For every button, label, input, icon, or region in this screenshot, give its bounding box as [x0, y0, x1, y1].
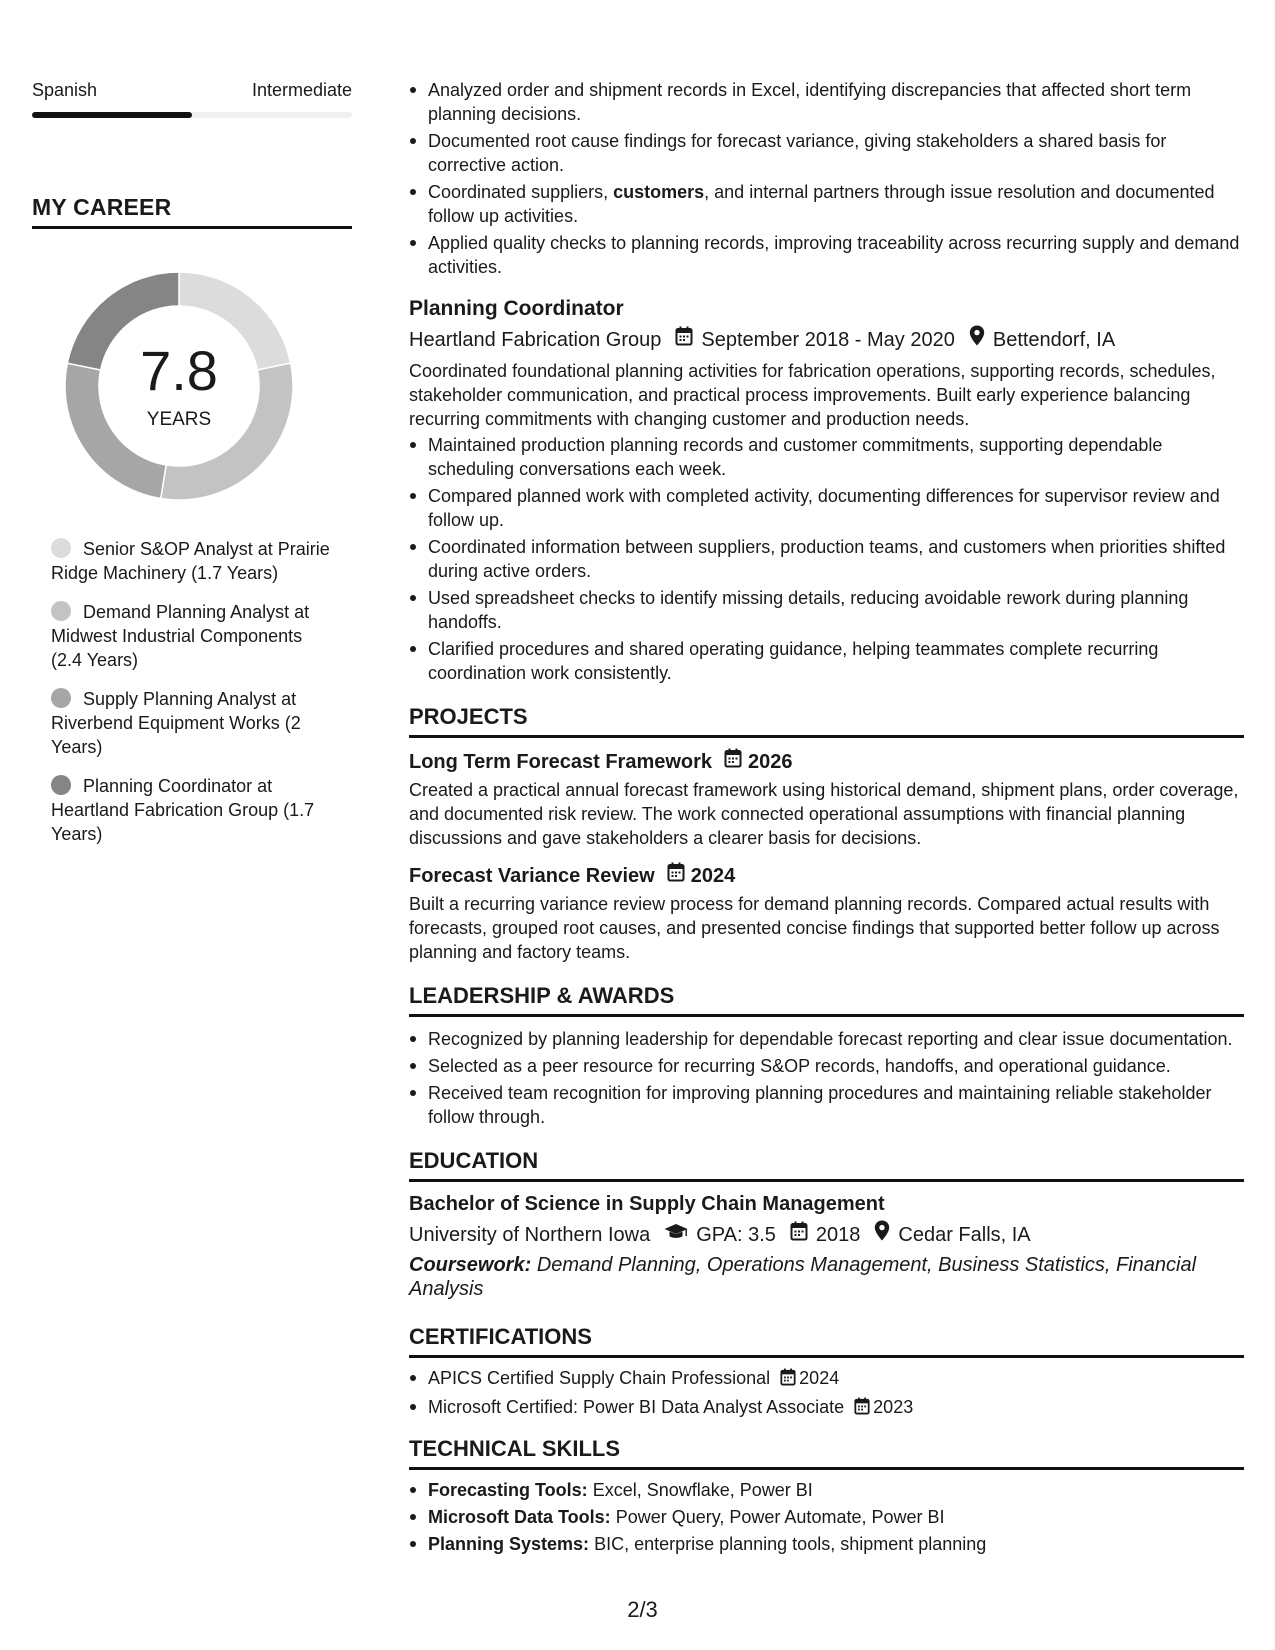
career-donut-chart — [64, 271, 294, 501]
job-title: Planning Coordinator — [409, 297, 624, 320]
bullet-text: Analyzed order and shipment records in Excel, identifying discrepancies that affected short term planning decisions. — [428, 80, 1192, 124]
certifications-heading: CERTIFICATIONS — [409, 1323, 1244, 1358]
job-bullets — [409, 433, 1244, 685]
list-item — [409, 1505, 1244, 1529]
career-heading: MY CAREER — [32, 194, 352, 229]
job-meta — [409, 325, 1244, 354]
list-item: Maintained production planning records and customer commitments, supporting dependable scheduling conversations each week. — [409, 433, 1244, 481]
legend-label: Demand Planning Analyst at Midwest Industrial Components (2.4 Years) — [51, 602, 310, 670]
skill-label: Planning Systems: — [428, 1534, 590, 1554]
legend-item — [51, 600, 336, 672]
education-meta — [409, 1220, 1244, 1249]
job-location: Bettendorf, IA — [992, 328, 1116, 351]
school-location: Cedar Falls, IA — [898, 1223, 1031, 1246]
calendar-icon — [724, 748, 742, 776]
language-proficiency-fill — [32, 112, 192, 118]
list-item — [409, 129, 1244, 177]
page-number: 2/3 — [627, 1597, 658, 1622]
legend-item — [51, 687, 336, 759]
project-title-row — [409, 862, 1244, 890]
certification-year: 2023 — [873, 1397, 914, 1417]
coursework — [409, 1253, 1244, 1301]
project-year: 2026 — [748, 751, 793, 773]
job-summary: Coordinated foundational planning activities for fabrication operations, supporting records, schedules, stakeholder communication, and practical process improvements. Built early experience balancing recurring commitments with changing customer and production needs. — [409, 361, 1216, 429]
list-item — [409, 1478, 1244, 1502]
legend-item — [51, 537, 336, 585]
legend-label: Supply Planning Analyst at Riverbend Equipment Works (2 Years) — [51, 689, 301, 757]
project-description: Created a practical annual forecast framework using historical demand, shipment plans, order coverage, and documented risk review. The work connected operational assumptions with financial planning discussions and gave stakeholders a clearer basis for decisions. — [409, 780, 1239, 848]
leadership-heading: LEADERSHIP & AWARDS — [409, 982, 1244, 1017]
legend-label: Planning Coordinator at Heartland Fabrication Group (1.7 Years) — [51, 776, 315, 844]
bullet-text: , and internal partners through issue resolution and documented follow up activities. — [428, 182, 1215, 226]
list-item: Coordinated information between suppliers, production teams, and customers when priorities shifted during active orders. — [409, 535, 1244, 583]
list-item — [409, 1395, 1244, 1421]
certifications-list — [409, 1366, 1244, 1421]
gpa: GPA: 3.5 — [696, 1223, 776, 1246]
project-title: Long Term Forecast Framework — [409, 751, 713, 773]
coursework-label: Coursework: — [409, 1254, 532, 1276]
skills-heading: TECHNICAL SKILLS — [409, 1435, 1244, 1470]
previous-job-bullets — [409, 78, 1244, 279]
school-name: University of Northern Iowa — [409, 1223, 651, 1246]
list-item — [409, 180, 1244, 228]
degree-title: Bachelor of Science in Supply Chain Management — [409, 1193, 885, 1215]
list-item: Received team recognition for improving planning procedures and maintaining reliable stakeholder follow through. — [409, 1081, 1244, 1129]
list-item: Selected as a peer resource for recurring S&OP records, handoffs, and operational guidance. — [409, 1054, 1244, 1078]
map-pin-icon — [874, 1220, 890, 1249]
legend-item — [51, 774, 336, 846]
skill-value: Power Query, Power Automate, Power BI — [615, 1507, 945, 1527]
legend-dot — [51, 601, 71, 621]
language-row — [32, 78, 352, 102]
calendar-icon — [854, 1397, 870, 1421]
job-dates: September 2018 - May 2020 — [701, 328, 955, 351]
list-item — [409, 231, 1244, 279]
bullet-text: Documented root cause findings for forecast variance, giving stakeholders a shared basis for corrective action. — [428, 131, 1167, 175]
calendar-icon — [790, 1221, 808, 1249]
language-proficiency-bar — [32, 112, 352, 118]
graduation-year: 2018 — [815, 1223, 861, 1246]
bullet-text: Coordinated suppliers, — [428, 182, 614, 202]
skill-value: Excel, Snowflake, Power BI — [592, 1480, 813, 1500]
legend-dot — [51, 775, 71, 795]
legend-label: Senior S&OP Analyst at Prairie Ridge Machinery (1.7 Years) — [51, 539, 330, 583]
list-item: Compared planned work with completed activity, documenting differences for supervisor review and follow up. — [409, 484, 1244, 532]
career-legend — [51, 537, 336, 846]
projects-heading: PROJECTS — [409, 703, 1244, 738]
job-company: Heartland Fabrication Group — [409, 328, 662, 351]
project-year: 2024 — [690, 865, 736, 887]
bullet-bold-text: customers — [613, 182, 705, 202]
education-heading: EDUCATION — [409, 1147, 1244, 1182]
main-content — [409, 78, 1244, 1559]
skill-value: BIC, enterprise planning tools, shipment planning — [594, 1534, 987, 1554]
certification-year: 2024 — [799, 1368, 840, 1388]
skill-label: Forecasting Tools: — [428, 1480, 588, 1500]
calendar-icon — [667, 862, 685, 890]
legend-dot — [51, 688, 71, 708]
graduation-cap-icon — [664, 1221, 688, 1249]
skills-list — [409, 1478, 1244, 1556]
sidebar — [32, 78, 352, 861]
bullet-text: Applied quality checks to planning records, improving traceability across recurring supply and demand activities. — [428, 233, 1240, 277]
project-title-row — [409, 748, 1244, 776]
calendar-icon — [675, 326, 693, 354]
leadership-bullets — [409, 1027, 1244, 1129]
calendar-icon — [780, 1368, 796, 1392]
career-total-unit: YEARS — [146, 409, 212, 430]
map-pin-icon — [969, 325, 985, 354]
skill-label: Microsoft Data Tools: — [428, 1507, 611, 1527]
list-item — [409, 78, 1244, 126]
certification-name: Microsoft Certified: Power BI Data Analyst Associate — [428, 1397, 845, 1417]
list-item — [409, 1366, 1244, 1392]
language-name: Spanish — [32, 80, 98, 100]
career-total-value: 7.8 — [140, 339, 218, 402]
list-item: Clarified procedures and shared operating guidance, helping teammates complete recurring coordination work consistently. — [409, 637, 1244, 685]
legend-dot — [51, 538, 71, 558]
list-item: Recognized by planning leadership for dependable forecast reporting and clear issue documentation. — [409, 1027, 1244, 1051]
certification-name: APICS Certified Supply Chain Professional — [428, 1368, 771, 1388]
project-title: Forecast Variance Review — [409, 865, 655, 887]
language-level: Intermediate — [251, 80, 352, 100]
list-item: Used spreadsheet checks to identify missing details, reducing avoidable rework during planning handoffs. — [409, 586, 1244, 634]
coursework-list: Demand Planning, Operations Management, Business Statistics, Financial Analysis — [409, 1254, 1197, 1300]
list-item — [409, 1532, 1244, 1556]
project-description: Built a recurring variance review process for demand planning records. Compared actual results with forecasts, grouped root causes, and presented concise findings that supported better follow up across planning and factory teams. — [409, 894, 1220, 962]
